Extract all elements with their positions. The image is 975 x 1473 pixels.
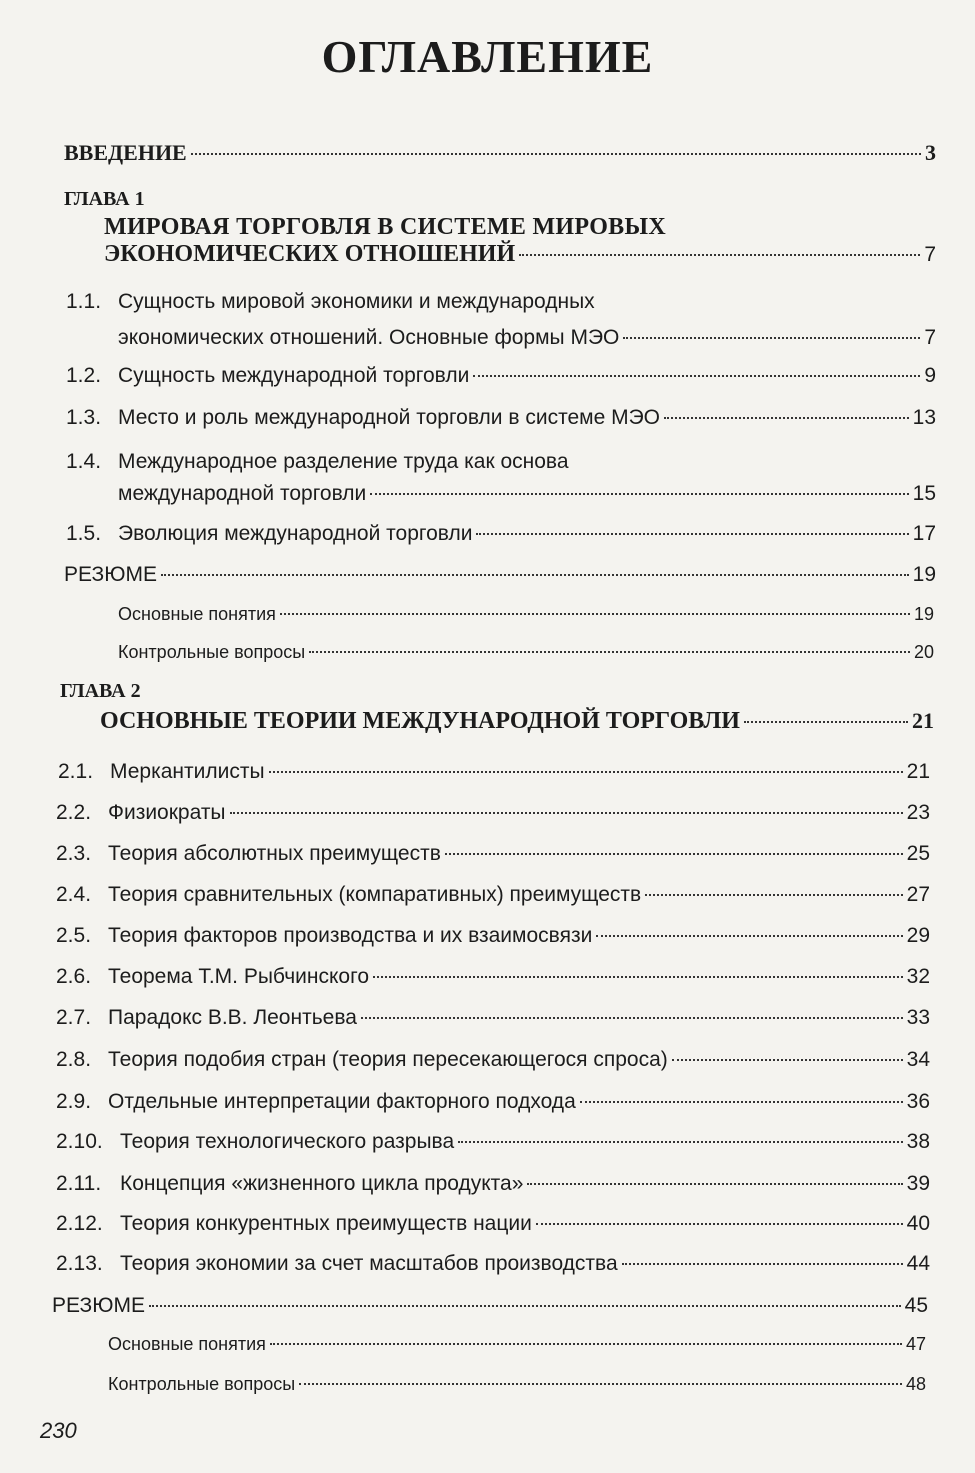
toc-page-number: 19 — [913, 604, 934, 624]
summary-label: РЕЗЮМЕ — [52, 1294, 145, 1317]
dot-leader — [476, 533, 908, 535]
toc-entry-chapter1[interactable] — [104, 241, 936, 268]
toc-page-number: 7 — [924, 326, 936, 349]
dot-leader — [161, 574, 909, 576]
toc-page-number: 7 — [924, 243, 936, 266]
dot-leader — [445, 853, 903, 855]
chapter-title-line1: МИРОВАЯ ТОРГОВЛЯ В СИСТЕМЕ МИРОВЫХ — [104, 214, 666, 240]
dot-leader — [270, 1343, 902, 1345]
section-title: Теорема Т.М. Рыбчинского — [108, 965, 369, 988]
section-title: Меркантилисты — [110, 760, 265, 783]
toc-entry-section[interactable] — [118, 326, 936, 350]
toc-entry-section[interactable] — [56, 924, 930, 948]
dot-leader — [269, 771, 903, 773]
toc-page-number: 17 — [912, 522, 936, 545]
section-title: Физиократы — [108, 801, 226, 824]
toc-page-number: 21 — [906, 760, 930, 783]
summary-label: РЕЗЮМЕ — [64, 563, 157, 586]
section-title: Теория экономии за счет масштабов производства — [120, 1252, 618, 1275]
section-number: 1.4. — [66, 450, 102, 473]
section-title: Теория абсолютных преимуществ — [108, 842, 441, 865]
dot-leader — [280, 613, 910, 615]
section-title: Сущность международной торговли — [118, 364, 470, 387]
dot-leader — [645, 894, 902, 896]
section-title-cont: экономических отношений. Основные формы МЭО — [118, 326, 620, 349]
toc-page-number: 39 — [906, 1172, 930, 1195]
section-title: Теория конкурентных преимуществ нации — [120, 1212, 532, 1235]
section-number: 2.8. — [56, 1048, 92, 1071]
section-number: 2.11. — [56, 1172, 102, 1195]
dot-leader — [580, 1101, 903, 1103]
dot-leader — [622, 1263, 903, 1265]
dot-leader — [230, 812, 903, 814]
toc-page-number: 32 — [906, 965, 930, 988]
section-number: 2.9. — [56, 1090, 92, 1113]
section-number: 2.2. — [56, 801, 92, 824]
toc-entry-section[interactable] — [56, 965, 930, 989]
section-number: 1.3. — [66, 406, 102, 429]
toc-section-line1 — [66, 290, 595, 314]
section-title: Концепция «жизненного цикла продукта» — [120, 1172, 524, 1195]
toc-page-number: 44 — [906, 1252, 930, 1275]
toc-entry-section[interactable] — [56, 1048, 930, 1072]
toc-entry-section[interactable] — [56, 1172, 930, 1196]
section-number: 2.6. — [56, 965, 92, 988]
chapter-heading: ГЛАВА 2 — [60, 680, 141, 702]
section-title: Место и роль международной торговли в системе МЭО — [118, 406, 661, 429]
toc-entry-label: ВВЕДЕНИЕ — [64, 140, 187, 165]
section-title: Парадокс В.В. Леонтьева — [108, 1006, 357, 1029]
section-number: 2.4. — [56, 883, 92, 906]
questions-label: Контрольные вопросы — [108, 1374, 296, 1394]
dot-leader — [596, 935, 902, 937]
toc-entry-section[interactable] — [56, 883, 930, 907]
toc-page-number: 45 — [904, 1294, 928, 1317]
toc-page-number: 47 — [905, 1334, 926, 1354]
concepts-label: Основные понятия — [108, 1334, 266, 1354]
section-number: 2.1. — [58, 760, 94, 783]
chapter-heading: ГЛАВА 1 — [64, 188, 145, 210]
toc-page-number: 38 — [906, 1130, 930, 1153]
section-title: Сущность мировой экономики и международных — [118, 290, 595, 313]
toc-page-number: 13 — [912, 406, 936, 429]
dot-leader — [370, 493, 908, 495]
dot-leader — [623, 337, 920, 339]
toc-page-number: 23 — [906, 801, 930, 824]
toc-entry-section[interactable] — [66, 406, 936, 430]
section-title: Теория сравнительных (компаративных) преимуществ — [108, 883, 642, 906]
toc-page-number: 36 — [906, 1090, 930, 1113]
concepts-label: Основные понятия — [118, 604, 276, 624]
dot-leader — [361, 1017, 903, 1019]
toc-entry-intro[interactable] — [64, 140, 936, 166]
toc-page-number: 34 — [906, 1048, 930, 1071]
toc-page-number: 15 — [912, 482, 936, 505]
toc-entry-section[interactable] — [56, 801, 930, 825]
toc-page-number: 25 — [906, 842, 930, 865]
section-number: 1.5. — [66, 522, 102, 545]
toc-page-number: 40 — [906, 1212, 930, 1235]
section-number: 2.3. — [56, 842, 92, 865]
toc-entry-section[interactable] — [58, 760, 930, 784]
section-number: 2.10. — [56, 1130, 103, 1153]
chapter-title: ОСНОВНЫЕ ТЕОРИИ МЕЖДУНАРОДНОЙ ТОРГОВЛИ — [100, 708, 740, 734]
dot-leader — [527, 1183, 902, 1185]
dot-leader — [744, 721, 908, 723]
toc-page-number: 3 — [925, 140, 936, 165]
section-number: 1.2. — [66, 364, 102, 387]
dot-leader — [149, 1305, 901, 1307]
dot-leader — [299, 1383, 902, 1385]
dot-leader — [458, 1141, 902, 1143]
section-title: Теория технологического разрыва — [120, 1130, 455, 1153]
page-title: ОГЛАВЛЕНИЕ — [321, 31, 654, 82]
toc-entry-summary[interactable] — [52, 1294, 928, 1318]
section-number: 2.12. — [56, 1212, 103, 1235]
toc-entry-section[interactable] — [56, 1090, 930, 1114]
toc-page-number: 21 — [912, 708, 934, 733]
toc-entry-questions[interactable] — [108, 1374, 926, 1395]
section-title: Теория подобия стран (теория пересекающегося спроса) — [108, 1048, 668, 1071]
section-title: Эволюция международной торговли — [118, 522, 473, 545]
toc-entry-section[interactable] — [66, 364, 936, 388]
section-number: 1.1. — [66, 290, 102, 313]
dot-leader — [664, 417, 909, 419]
toc-entry-questions[interactable] — [118, 642, 934, 663]
toc-entry-concepts[interactable] — [118, 604, 934, 625]
section-number: 2.13. — [56, 1252, 103, 1275]
questions-label: Контрольные вопросы — [118, 642, 306, 662]
toc-entry-summary[interactable] — [64, 563, 936, 587]
toc-page-number: 19 — [912, 563, 936, 586]
toc-page-number: 27 — [906, 883, 930, 906]
toc-entry-section[interactable] — [56, 1130, 930, 1154]
section-title: Международное разделение труда как основа — [118, 450, 569, 473]
dot-leader — [373, 976, 903, 978]
toc-page-number: 9 — [924, 364, 936, 387]
toc-entry-section[interactable] — [56, 1252, 930, 1276]
dot-leader — [536, 1223, 903, 1225]
section-title: Отдельные интерпретации факторного подхода — [108, 1090, 576, 1113]
section-number: 2.5. — [56, 924, 92, 947]
toc-entry-section[interactable] — [56, 842, 930, 866]
dot-leader — [672, 1059, 903, 1061]
section-title: Теория факторов производства и их взаимосвязи — [108, 924, 593, 947]
toc-entry-section[interactable] — [56, 1212, 930, 1236]
toc-page-number: 48 — [905, 1374, 926, 1394]
dot-leader — [309, 651, 910, 653]
toc-entry-section[interactable] — [66, 522, 936, 546]
toc-entry-section[interactable] — [118, 482, 936, 506]
dot-leader — [519, 254, 920, 256]
toc-page-number: 20 — [913, 642, 934, 662]
section-number: 2.7. — [56, 1006, 92, 1029]
page-number: 230 — [40, 1418, 77, 1443]
toc-page-number: 33 — [906, 1006, 930, 1029]
dot-leader — [473, 375, 920, 377]
toc-page-number: 29 — [906, 924, 930, 947]
section-title-cont: международной торговли — [118, 482, 367, 505]
toc-entry-chapter2[interactable] — [100, 708, 934, 735]
chapter-title-line2: ЭКОНОМИЧЕСКИХ ОТНОШЕНИЙ — [104, 241, 516, 267]
dot-leader — [191, 153, 921, 155]
toc-entry-section[interactable] — [56, 1006, 930, 1030]
toc-entry-concepts[interactable] — [108, 1334, 926, 1355]
toc-section-line1 — [66, 450, 569, 474]
